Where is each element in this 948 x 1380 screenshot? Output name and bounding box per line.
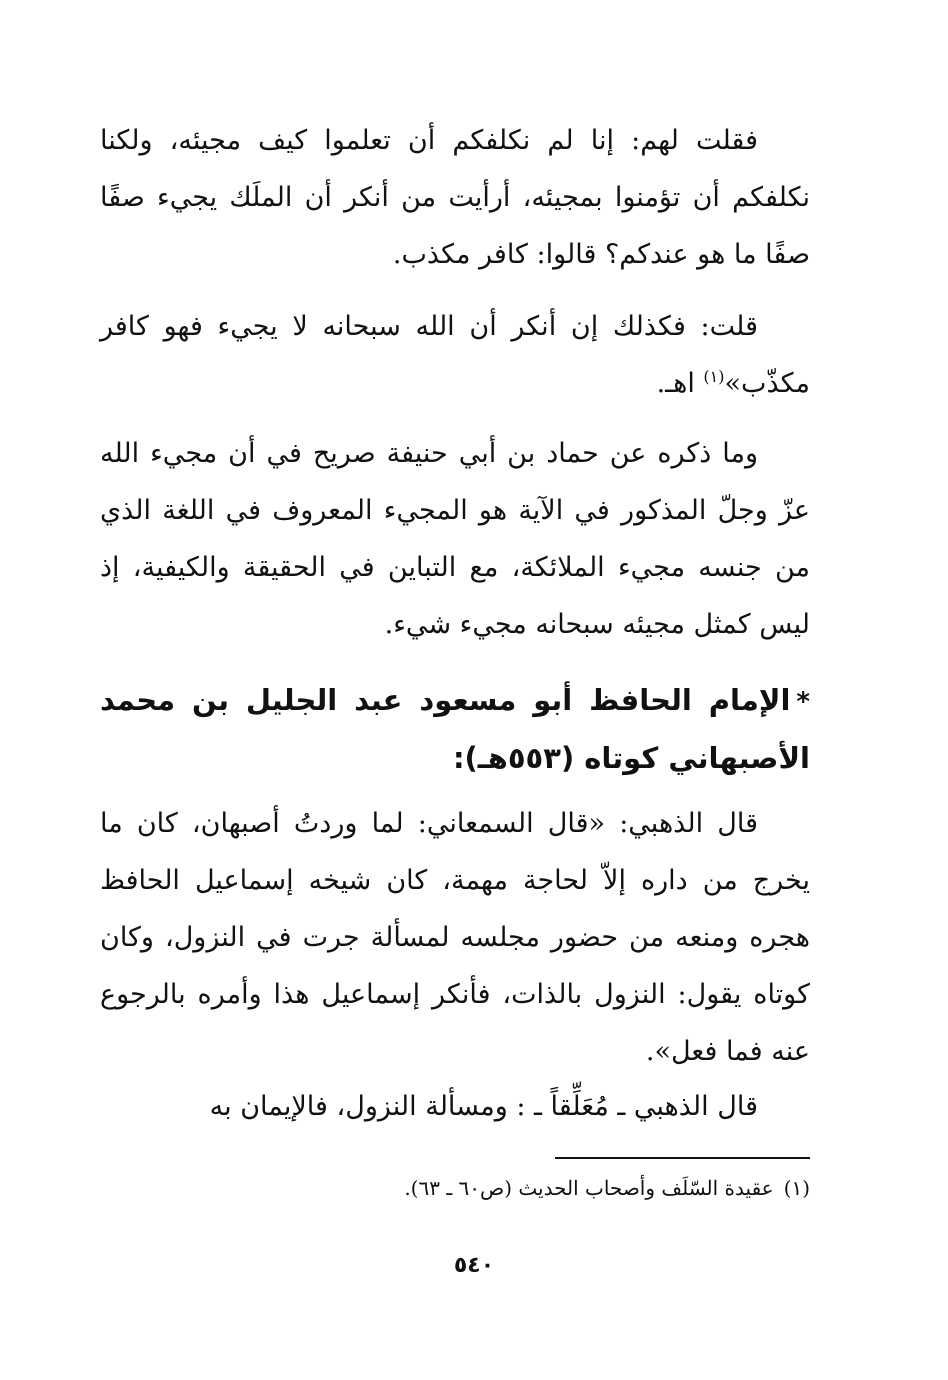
footnote-text: عقيدة السّلَف وأصحاب الحديث (ص٦٠ ـ ٦٣). (404, 1176, 774, 1200)
footnote-divider (555, 1157, 810, 1159)
paragraph-1 (100, 112, 810, 283)
paragraph-5-text: قال الذهبي ـ مُعَلِّقاً ـ : ومسألة النزول، فالإيمان به (209, 1091, 758, 1122)
footnote-marker[interactable]: (١) (703, 367, 725, 386)
paragraph-5 (100, 1078, 810, 1135)
paragraph-1-text: فقلت لهم: إنا لم نكلفكم أن تعلموا كيف مجيئه، ولكنا نكلفكم أن تؤمنوا بمجيئه، أرأيت من أنكر أن الملَك يجيء صفًا صفًا ما هو عندكم؟ قالوا: كافر مكذب. (100, 125, 810, 270)
footnote (404, 1170, 810, 1206)
section-heading-text: الإمام الحافظ أبو مسعود عبد الجليل بن محمد الأصبهاني كوتاه (٥٥٣هـ): (100, 683, 810, 775)
paragraph-3 (100, 425, 810, 653)
paragraph-2 (100, 298, 810, 412)
paragraph-4-text: قال الذهبي: «قال السمعاني: لما وردتُ أصبهان، كان ما يخرج من داره إلاّ لحاجة مهمة، كان شيخه إسماعيل الحافظ هجره ومنعه من حضور مجلسه لمسألة جرت في النزول، وكان كوتاه يقول: النزول بالذات، فأنكر إسماعيل هذا وأمره بالرجوع عنه فما فعل». (100, 808, 810, 1067)
paragraph-2-end: اهـ. (656, 368, 704, 399)
paragraph-2-text: قلت: فكذلك إن أنكر أن الله سبحانه لا يجيء فهو كافر مكذّب» (100, 311, 810, 399)
asterisk-icon: * (796, 687, 810, 717)
section-heading (100, 672, 810, 786)
footnote-number: (١) (783, 1176, 810, 1200)
paragraph-4 (100, 795, 810, 1080)
page-number: ٥٤٠ (453, 1253, 495, 1278)
paragraph-3-text: وما ذكره عن حماد بن أبي حنيفة صريح في أن مجيء الله عزّ وجلّ المذكور في الآية هو المجيء المعروف في اللغة الذي من جنسه مجيء الملائكة، مع التباين في الحقيقة والكيفية، إذ ليس كمثل مجيئه سبحانه مجيء شيء. (100, 438, 810, 640)
